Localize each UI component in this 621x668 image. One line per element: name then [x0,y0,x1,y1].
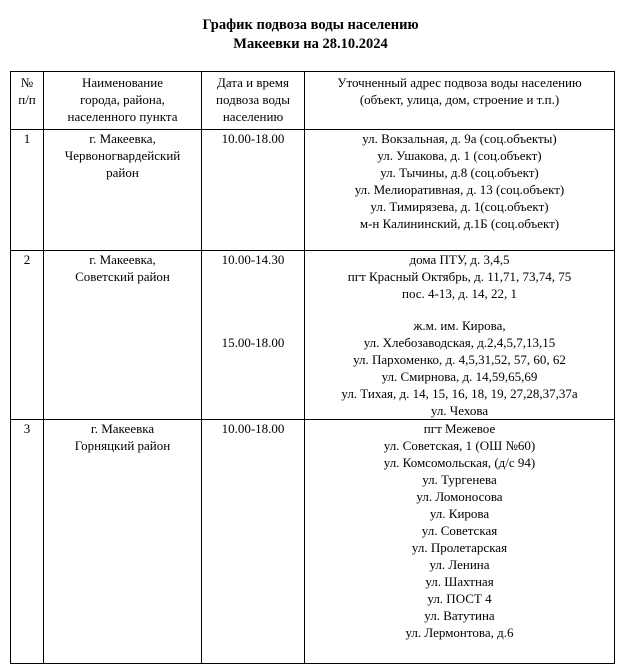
address-line: ул. Ватутина [424,608,495,623]
address-line: ул. Лермонтова, д.6 [405,625,514,640]
table-row [11,130,615,251]
header-time [202,72,305,130]
address-line: ул. Чехова [430,403,489,418]
header-name-line: населенного пункта [67,109,178,124]
address-line: ул. ПОСТ 4 [427,591,492,606]
row-time-text: 10.00-14.30 [221,252,285,267]
address-line: ул. Пролетарская [411,540,508,555]
row-address [305,420,615,664]
row-name-line: Горняцкий район [74,438,171,453]
header-time-line: подвоза воды [216,92,290,107]
address-line: ул. Ломоносова [416,489,503,504]
row-name-line: г. Макеевка, [89,252,156,267]
document-title [0,16,621,54]
header-address-line: (объект, улица, дом, строение и т.п.) [359,92,560,107]
address-line: ул. Тимирязева, д. 1(соц.объект) [370,199,549,214]
address-line: ул. Пархоменко, д. 4,5,31,52, 57, 60, 62 [353,352,566,367]
row-num-text: 3 [23,421,31,436]
row-num-text: 1 [23,131,31,146]
row-name [44,130,202,251]
table-row [11,251,615,420]
address-line: ул. Советская [421,523,498,538]
address-line: ул. Шахтная [425,574,494,589]
address-line: ул. Ушакова, д. 1 (соц.объект) [377,148,542,163]
address-line: ул. Ленина [429,557,490,572]
header-name-line: города, района, [80,92,165,107]
address-line: ул. Хлебозаводская, д.2,4,5,7,13,15 [363,335,556,350]
row-time-text: 10.00-18.00 [221,421,285,436]
row-name [44,251,202,420]
row-name-line: район [106,165,139,180]
row-num [11,130,44,251]
water-schedule-table [10,71,615,664]
row-address [305,251,615,420]
address-line: ул. Тихая, д. 14, 15, 16, 18, 19, 27,28,37,37а [341,386,578,401]
address-line: пос. 4-13, д. 14, 22, 1 [402,286,517,301]
header-address-line: Уточненный адрес подвоза воды населению [337,75,582,90]
table-row [11,420,615,664]
address-line: ул. Мелиоративная, д. 13 (соц.объект) [354,182,565,197]
address-line: пгт Межевое [423,421,496,436]
table-header-row [11,72,615,130]
row-time [202,130,305,251]
row-name-line: г. Макеевка, [89,131,156,146]
header-num-line: п/п [18,92,36,107]
address-line: пгт Красный Октябрь, д. 11,71, 73,74, 75 [347,269,572,284]
header-name [44,72,202,130]
row-name [44,420,202,664]
row-num-text: 2 [23,252,31,267]
title-line-1: График подвоза воды населению [202,17,419,33]
row-address [305,130,615,251]
row-time-text: 15.00-18.00 [221,335,285,350]
header-name-line: Наименование [82,75,163,90]
row-name-line: г. Макеевка [90,421,155,436]
address-line: дома ПТУ, д. 3,4,5 [409,252,510,267]
address-line: ул. Вокзальная, д. 9а (соц.объекты) [362,131,557,146]
row-num [11,420,44,664]
row-num [11,251,44,420]
address-line: м-н Калининский, д.1Б (соц.объект) [359,216,560,231]
row-time-text: 10.00-18.00 [221,131,285,146]
header-address [305,72,615,130]
row-name-line: Советский район [75,269,170,284]
address-line: ул. Комсомольская, (д/с 94) [383,455,536,470]
header-num [11,72,44,130]
header-time-line: Дата и время [217,75,289,90]
address-line: ул. Советская, 1 (ОШ №60) [383,438,536,453]
header-time-line: населению [222,109,284,124]
address-line: ул. Смирнова, д. 14,59,65,69 [381,369,538,384]
row-name-line: Червоногвардейский [64,148,181,163]
address-line: ул. Кирова [429,506,490,521]
address-line: ул. Тургенева [422,472,497,487]
row-time [202,251,305,420]
title-line-2: Макеевки на 28.10.2024 [233,36,388,52]
address-line: ж.м. им. Кирова, [413,318,506,333]
address-line: ул. Тычины, д.8 (соц.объект) [380,165,539,180]
row-time [202,420,305,664]
header-num-line: № [20,75,34,90]
